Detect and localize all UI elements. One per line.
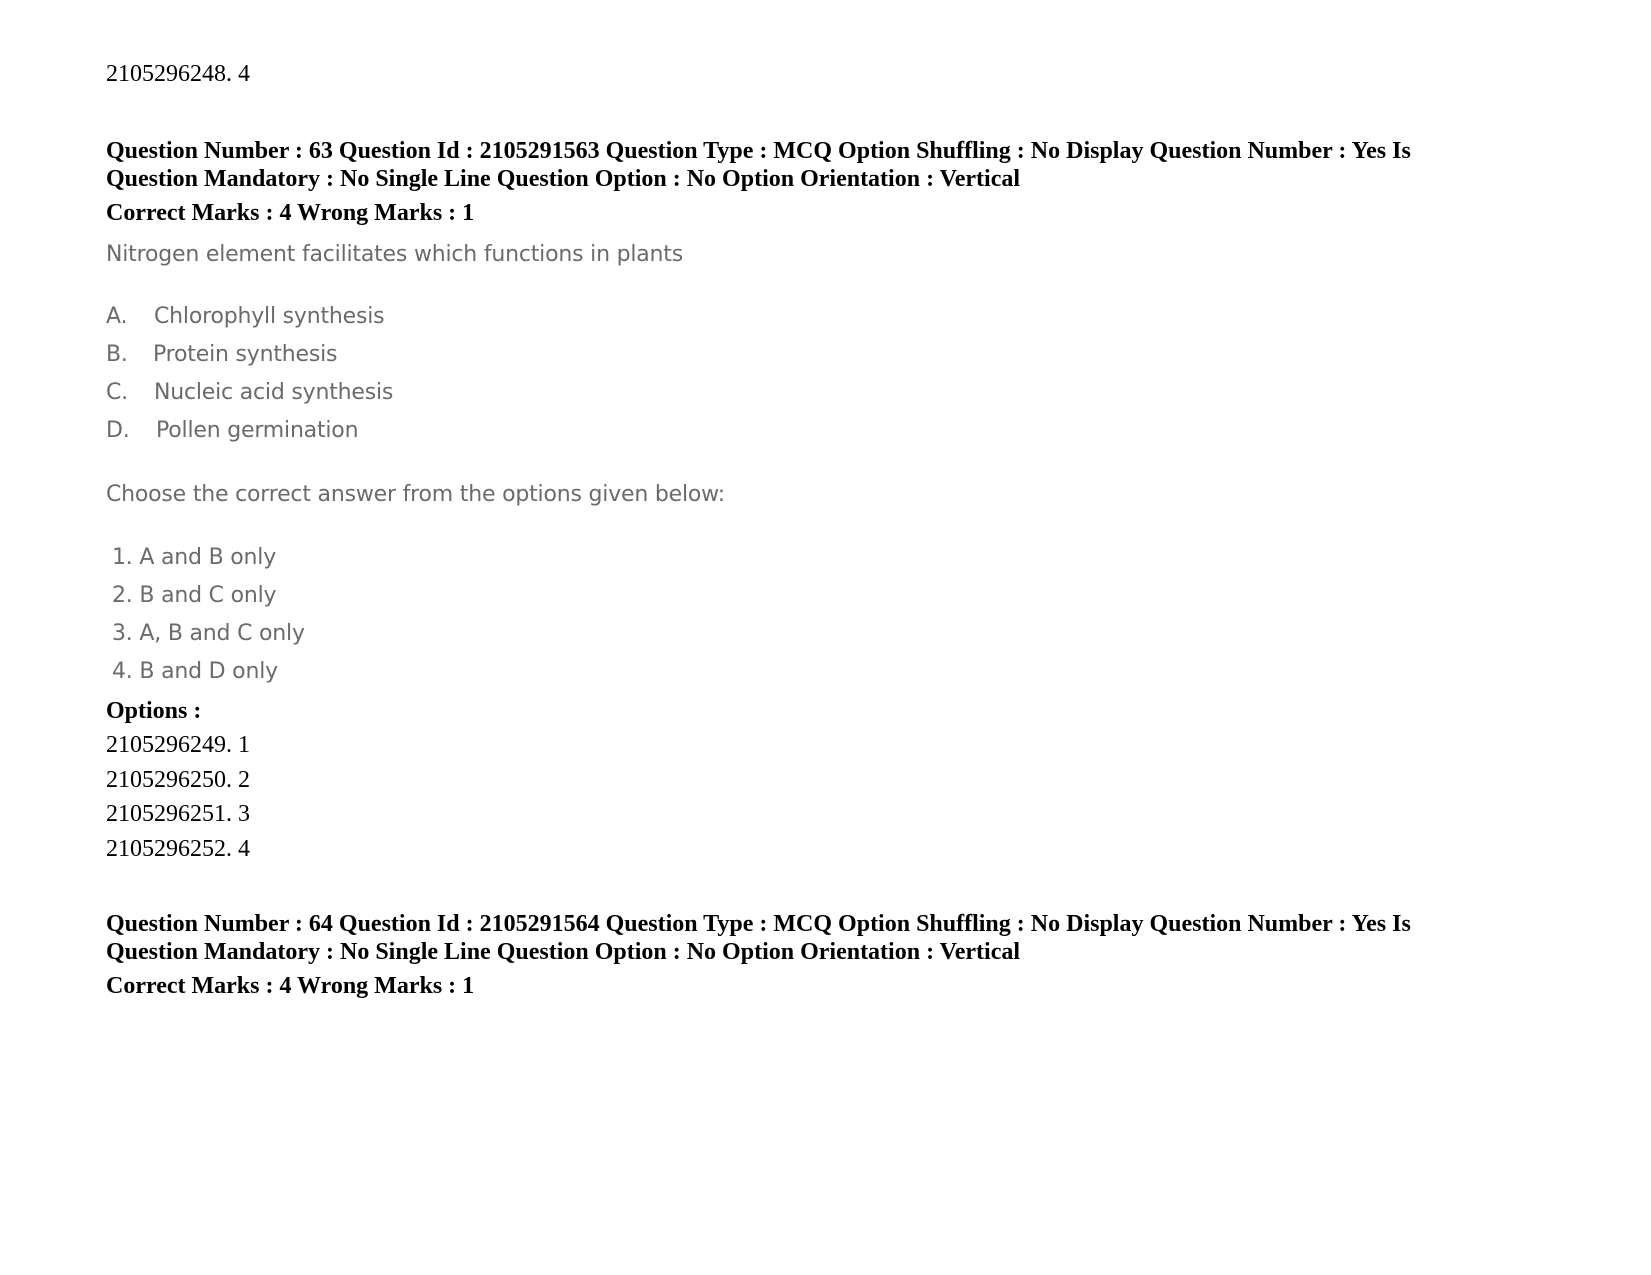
- statement-letter: D.: [106, 418, 130, 443]
- q64-marks: Correct Marks : 4 Wrong Marks : 1: [106, 973, 475, 999]
- statement-text: Nucleic acid synthesis: [154, 380, 394, 405]
- previous-option-id: 2105296248. 4: [106, 61, 250, 87]
- option-id: 2105296250. 2: [106, 767, 250, 793]
- q63-marks: Correct Marks : 4 Wrong Marks : 1: [106, 200, 475, 226]
- option-id: 2105296251. 3: [106, 801, 250, 827]
- statement-text: Pollen germination: [156, 418, 359, 443]
- choice-item: 3. A, B and C only: [112, 621, 305, 646]
- q63-meta-line-1: Question Number : 63 Question Id : 2105291563 Question Type : MCQ Option Shuffling : No Display Question Number : Yes Is: [106, 138, 1411, 164]
- choice-item: 4. B and D only: [112, 659, 278, 684]
- q64-meta-line-2: Question Mandatory : No Single Line Question Option : No Option Orientation : Vertical: [106, 939, 1021, 965]
- statement-letter: C.: [106, 380, 128, 405]
- q63-question-text: Nitrogen element facilitates which functions in plants: [106, 242, 683, 267]
- statement-text: Chlorophyll synthesis: [154, 304, 385, 329]
- statement-text: Protein synthesis: [153, 342, 338, 367]
- q63-instruction: Choose the correct answer from the options given below:: [106, 482, 725, 507]
- q64-meta-line-1: Question Number : 64 Question Id : 2105291564 Question Type : MCQ Option Shuffling : No Display Question Number : Yes Is: [106, 911, 1411, 937]
- statement-letter: B.: [106, 342, 128, 367]
- choice-item: 1. A and B only: [112, 545, 277, 570]
- choice-item: 2. B and C only: [112, 583, 277, 608]
- option-id: 2105296249. 1: [106, 732, 250, 758]
- option-id: 2105296252. 4: [106, 836, 250, 862]
- statement-letter: A.: [106, 304, 128, 329]
- q63-meta-line-2: Question Mandatory : No Single Line Question Option : No Option Orientation : Vertical: [106, 166, 1021, 192]
- q63-options-label: Options :: [106, 698, 202, 724]
